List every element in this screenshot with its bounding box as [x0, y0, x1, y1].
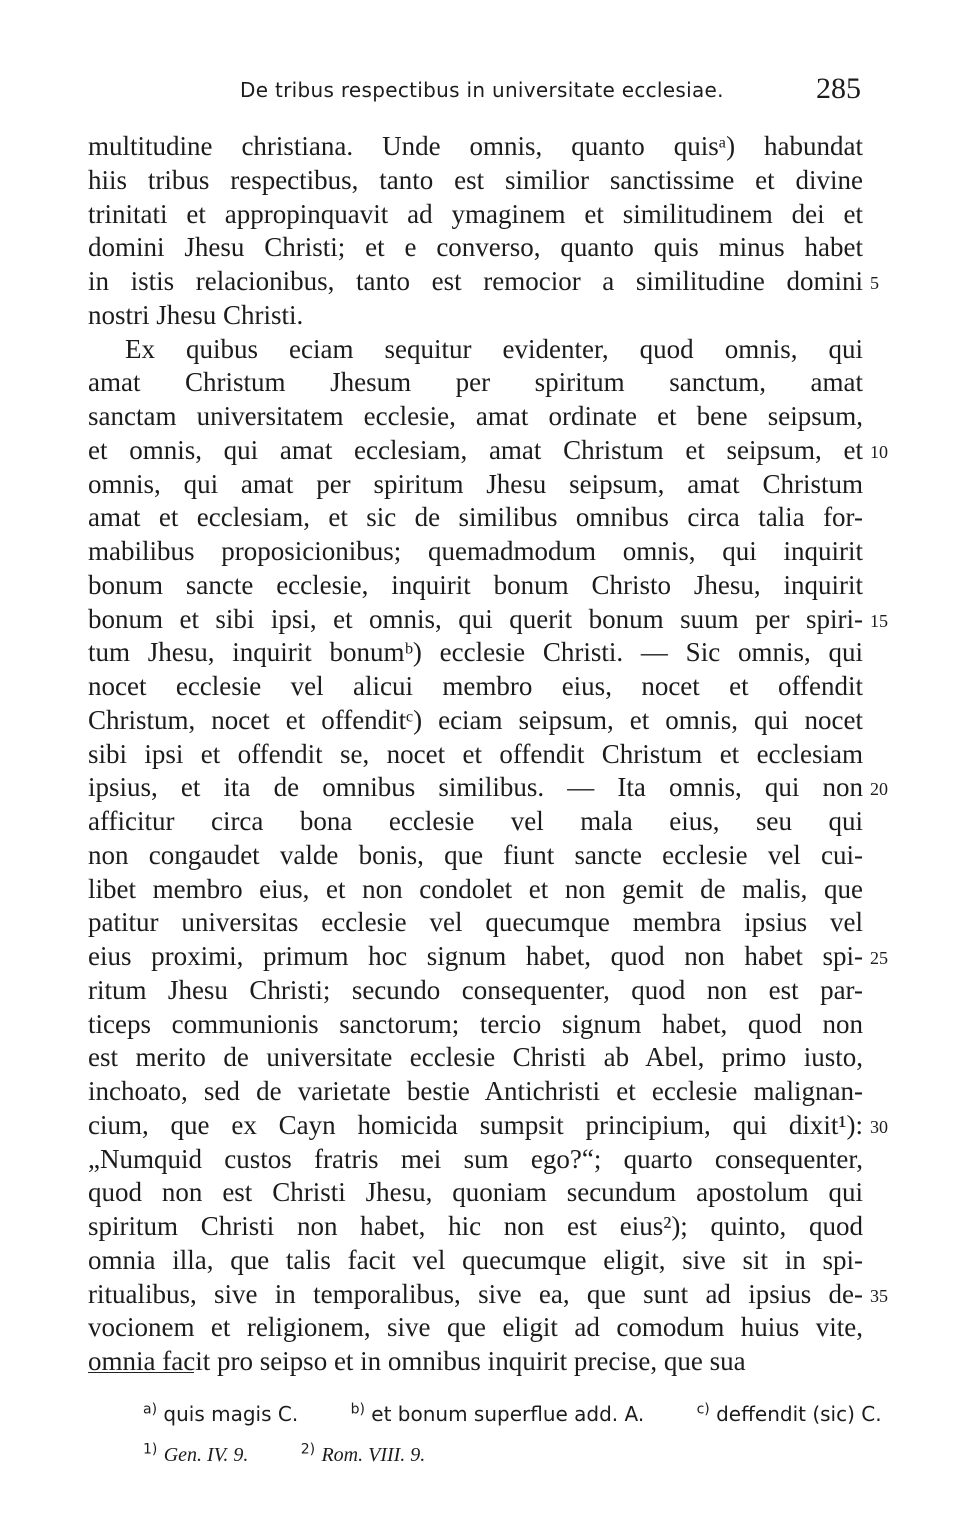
line-number: 5	[870, 273, 879, 293]
line-number: 20	[870, 779, 888, 800]
text-line: ticeps communionis sanctorum; tercio signum habet, quod non	[88, 1008, 863, 1039]
text-line: bonum et sibi ipsi, et omnis, qui querit bonum suum per spiri-	[88, 603, 863, 634]
text-line: non congaudet valde bonis, que fiunt sancte ecclesie vel cui-	[88, 839, 863, 870]
text-line: omnia facit pro seipso et in omnibus inquirit precise, que sua	[88, 1346, 746, 1376]
text-line: tum Jhesu, inquirit bonumᵇ) ecclesie Christi. — Sic omnis, qui	[88, 637, 863, 668]
footnote-text: et bonum superflue add. A.	[371, 1402, 645, 1426]
line-number: 25	[870, 948, 888, 968]
line-number: 10	[870, 441, 888, 462]
footnote-mark: 2)	[300, 1441, 316, 1458]
text-line: libet membro eius, et non condolet et non gemit de malis, que	[88, 873, 863, 904]
text-line: hiis tribus respectibus, tanto est similior sanctissime et divine	[88, 164, 863, 195]
text-line: afficitur circa bona ecclesie vel mala eius, seu qui	[88, 806, 863, 836]
text-line: Christum, nocet et offenditᶜ) eciam seipsum, et omnis, qui nocet	[88, 704, 863, 735]
text-line: nocet ecclesie vel alicui membro eius, nocet et offendit	[88, 671, 863, 701]
text-line: mabilibus proposicionibus; quemadmodum omnis, qui inquirit	[88, 536, 863, 566]
footnote-text: deffendit (sic) C.	[716, 1402, 882, 1426]
text-line: omnis, qui amat per spiritum Jhesu seipsum, amat Christum	[88, 468, 863, 499]
text-line: quod non est Christi Jhesu, quoniam secundum apostolum qui	[88, 1177, 863, 1208]
text-line: sanctam universitatem ecclesie, amat ordinate et bene seipsum,	[88, 401, 863, 431]
text-line: nostri Jhesu Christi.	[88, 299, 304, 330]
text-line: domini Jhesu Christi; et e converso, quanto quis minus habet	[88, 232, 863, 263]
body-text	[88, 130, 863, 1379]
line-number: 35	[870, 1285, 888, 1306]
text-line: amat Christum Jhesum per spiritum sanctum, amat	[88, 367, 863, 398]
text-line: et omnis, qui amat ecclesiam, amat Christum et seipsum, et	[88, 434, 863, 465]
text-line: „Numquid custos fratris mei sum ego?“; quarto consequenter,	[88, 1143, 863, 1174]
text-line: bonum sancte ecclesie, inquirit bonum Christo Jhesu, inquirit	[88, 569, 863, 600]
text-line: patitur universitas ecclesie vel quecumque membra ipsius vel	[88, 907, 863, 938]
text-line: in istis relacionibus, tanto est remocior a similitudine domini	[88, 266, 863, 296]
text-line: multitudine christiana. Unde omnis, quanto quisᵃ) habundat	[88, 131, 863, 161]
text-line: est merito de universitate ecclesie Christi ab Abel, primo iusto,	[88, 1042, 863, 1073]
footnote-mark: c)	[696, 1401, 710, 1418]
text-line: omnia illa, que talis facit vel quecumque eligit, sive sit in spi-	[88, 1244, 863, 1275]
text-line: trinitati et appropinquavit ad ymaginem et similitudinem dei et	[88, 198, 863, 229]
footnote-rule	[88, 1372, 194, 1373]
text-line: vocionem et religionem, sive que eligit ad comodum huius vite,	[88, 1312, 863, 1343]
text-line: ipsius, et ita de omnibus similibus. — Ita omnis, qui non	[88, 772, 863, 803]
page-number: 285	[816, 72, 861, 105]
text-line: spiritum Christi non habet, hic non est eius²); quinto, quod	[88, 1211, 863, 1241]
text-line: sibi ipsi et offendit se, nocet et offendit Christum et ecclesiam	[88, 738, 863, 769]
text-line: ritum Jhesu Christi; secundo consequenter, quod non est par-	[88, 974, 863, 1005]
footnote-mark: 1)	[143, 1441, 158, 1458]
running-header: De tribus respectibus in universitate ecclesiae.	[240, 78, 724, 102]
line-number: 30	[870, 1116, 888, 1137]
text-line: amat et ecclesiam, et sic de similibus omnibus circa talia for-	[88, 502, 863, 533]
footnotes-references	[143, 1442, 863, 1467]
text-line: Ex quibus eciam sequitur evidenter, quod omnis, qui	[125, 333, 863, 364]
line-number: 15	[870, 610, 888, 631]
text-line: ritualibus, sive in temporalibus, sive ea, que sunt ad ipsius de-	[88, 1278, 863, 1309]
text-line: inchoato, sed de varietate bestie Antichristi et ecclesie malignan-	[88, 1076, 863, 1106]
footnote-mark: b)	[350, 1401, 365, 1418]
footnotes-critical	[143, 1401, 882, 1426]
footnote-text: Rom. VIII. 9.	[321, 1444, 426, 1466]
footnote-text: quis magis C.	[163, 1402, 299, 1426]
text-line: eius proximi, primum hoc signum habet, quod non habet spi-	[88, 941, 863, 971]
text-line: cium, que ex Cayn homicida sumpsit principium, qui dixit¹):	[88, 1109, 863, 1140]
footnote-text: Gen. IV. 9.	[163, 1444, 249, 1466]
footnote-mark: a)	[143, 1401, 158, 1418]
